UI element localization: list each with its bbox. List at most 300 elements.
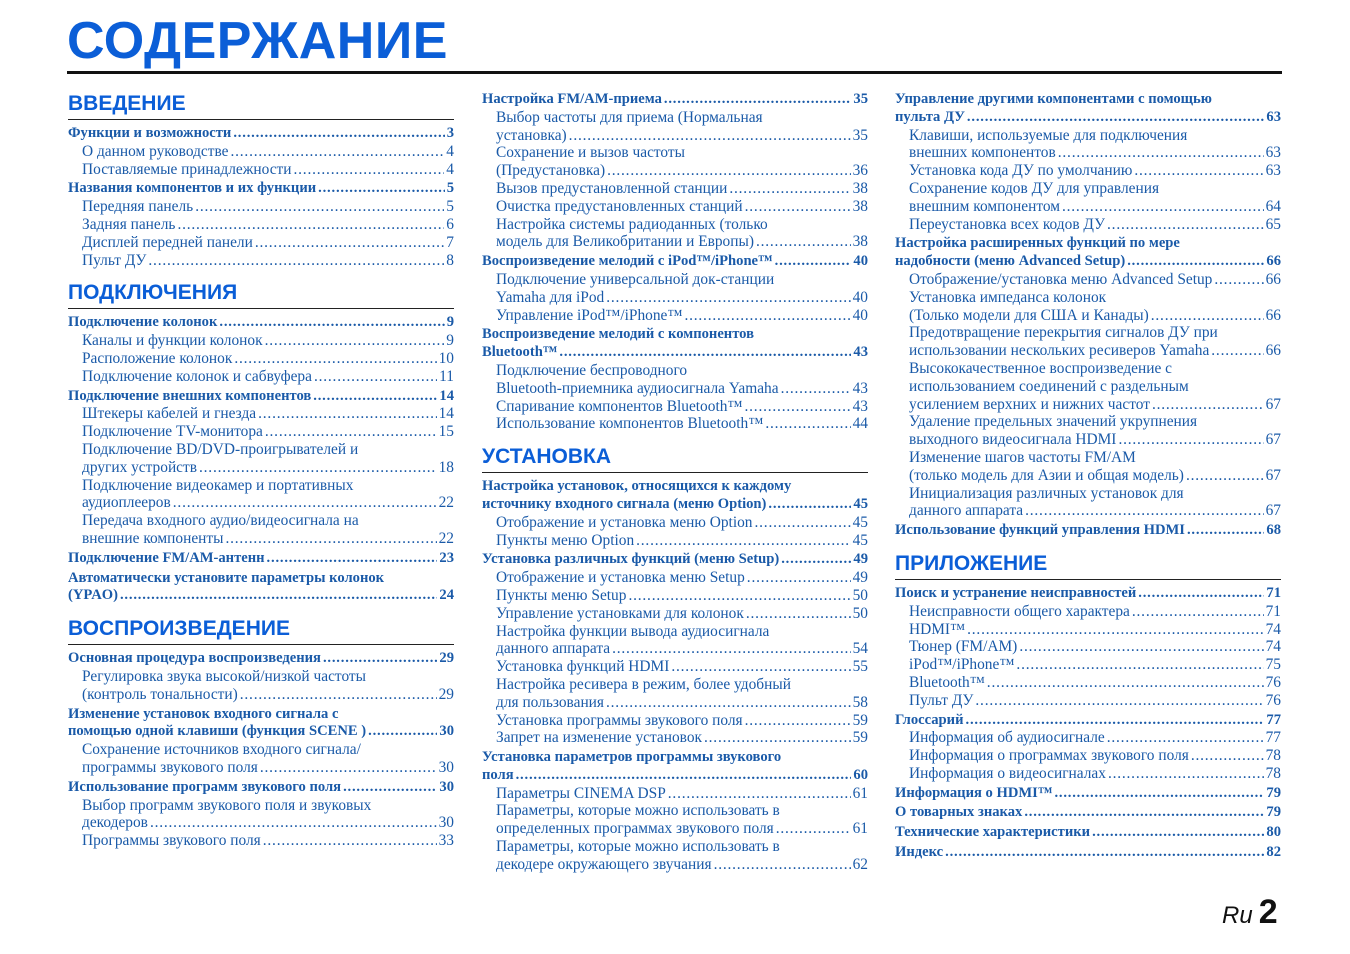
toc-page-number: 24 [439, 587, 454, 604]
toc-entry-text: Параметры CINEMA DSP [496, 784, 666, 802]
toc-entry-text: Подключение колонок [68, 314, 218, 331]
toc-entry-sub[interactable] [482, 712, 868, 730]
toc-entry-text: Поиск и устранение неисправностей [895, 584, 1137, 601]
toc-page-number: 80 [1266, 824, 1281, 841]
toc-page-number: 5 [446, 198, 454, 216]
dot-leader [975, 692, 1263, 710]
dot-leader [313, 388, 437, 406]
dot-leader [267, 550, 438, 568]
toc-entry-text: Подключение BD/DVD-проигрывателей и [82, 440, 359, 458]
toc-page-number: 63 [1265, 144, 1281, 162]
toc-entry-text: Выбор частоты для приема (Нормальная [496, 108, 763, 126]
dot-leader [318, 180, 445, 198]
toc-page-number: 30 [439, 723, 454, 740]
toc-entry-main[interactable] [895, 91, 1281, 127]
toc-entry-text: Управление установками для колонок [496, 604, 744, 622]
toc-page-number: 61 [852, 820, 868, 838]
toc-entry-text: (только модель для Азии и общая модель) [909, 466, 1184, 484]
page-title: СОДЕРЖАНИЕ [67, 12, 448, 70]
toc-entry-sub[interactable] [482, 785, 868, 803]
toc-entry-text: использовании нескольких ресиверов Yamaha [909, 342, 1210, 360]
dot-leader [664, 91, 852, 109]
dot-leader [781, 380, 851, 398]
toc-entry-text: Настройка функции вывода аудиосигнала [496, 622, 770, 640]
toc-entry-text: Изменение установок входного сигнала с [68, 705, 339, 722]
toc-entry-sub[interactable] [895, 485, 1281, 521]
toc-entry-main[interactable] [482, 326, 868, 362]
dot-leader [745, 398, 851, 416]
toc-entry-sub[interactable] [68, 234, 454, 252]
toc-page-number: 14 [438, 405, 454, 423]
toc-page-number: 67 [1265, 502, 1281, 520]
toc-entry-text: Спаривание компонентов Bluetooth™ [496, 397, 743, 415]
toc-entry-text: Информация о HDMI™ [895, 784, 1053, 801]
section-heading: УСТАНОВКА [482, 443, 868, 473]
toc-entry-main[interactable] [895, 804, 1281, 822]
toc-entry-main[interactable] [895, 785, 1281, 803]
toc-entry-sub[interactable] [895, 765, 1281, 783]
dot-leader [668, 785, 851, 803]
toc-entry-text: Информация о видеосигналах [909, 764, 1106, 782]
dot-leader [1107, 216, 1264, 234]
toc-entry-text: Параметры, которые можно использовать в [496, 838, 780, 856]
toc-entry-sub[interactable] [68, 832, 454, 850]
toc-entry-sub[interactable] [895, 360, 1281, 413]
toc-entry-text: для пользования [496, 693, 604, 711]
toc-page-number: 23 [439, 549, 454, 566]
toc-entry-sub[interactable] [482, 676, 868, 712]
section-heading: ПОДКЛЮЧЕНИЯ [68, 279, 454, 309]
toc-page-number: 30 [438, 814, 454, 832]
toc-entry-text: Воспроизведение мелодий с компонентов [482, 326, 754, 343]
toc-entry-sub[interactable] [895, 127, 1281, 163]
toc-entry-sub[interactable] [68, 477, 454, 513]
toc-entry-text: Настройка системы радиоданных (только [496, 215, 768, 233]
toc-page-number: 67 [1265, 466, 1281, 484]
toc-page-number: 9 [446, 332, 454, 350]
toc-entry-sub[interactable] [482, 144, 868, 180]
dot-leader [768, 496, 851, 514]
toc-page-number: 44 [852, 415, 868, 433]
dot-leader [173, 494, 437, 512]
toc-entry-sub[interactable] [482, 415, 868, 433]
toc-entry-text: программы звукового поля [82, 758, 258, 776]
toc-page-number: 5 [446, 180, 454, 197]
toc-entry-main[interactable] [68, 125, 454, 143]
toc-entry-text: Неисправности общего характера [909, 602, 1130, 620]
dot-leader [1127, 253, 1264, 271]
dot-leader [612, 640, 851, 658]
toc-entry-text: Клавиши, используемые для подключения [909, 126, 1188, 144]
toc-entry-sub[interactable] [68, 350, 454, 368]
dot-leader [368, 723, 437, 741]
dot-leader [1092, 824, 1264, 842]
toc-entry-sub[interactable] [68, 668, 454, 704]
page-number: 2 [1258, 893, 1278, 931]
toc-entry-sub[interactable] [482, 398, 868, 416]
toc-entry-text: Автоматически установите параметры колонок [68, 569, 385, 586]
toc-entry-sub[interactable] [68, 405, 454, 423]
dot-leader [967, 621, 1263, 639]
toc-entry-sub[interactable] [895, 180, 1281, 216]
toc-entry-text: Подключение TV-монитора [82, 423, 263, 441]
toc-entry-text: Пульт ДУ [82, 251, 147, 269]
dot-leader [265, 423, 437, 441]
toc-entry-sub[interactable] [482, 180, 868, 198]
dot-leader [1024, 804, 1264, 822]
dot-leader [559, 344, 851, 362]
toc-page-number: 45 [853, 495, 868, 512]
toc-entry-text: пульта ДУ [895, 108, 965, 125]
dot-leader [765, 415, 850, 433]
toc-page-number: 82 [1266, 844, 1281, 861]
toc-entry-text: данного аппарата [909, 502, 1024, 520]
toc-entry-text: использованием соединений с раздельным [909, 377, 1189, 395]
toc-entry-text: установка) [496, 126, 567, 144]
toc-entry-text: Настройка установок, относящихся к каждому [482, 478, 792, 495]
toc-entry-text: определенных программах звукового поля [496, 820, 774, 838]
toc-entry-text: Индекс [895, 844, 944, 861]
toc-entry-main[interactable] [895, 235, 1281, 271]
toc-entry-sub[interactable] [895, 621, 1281, 639]
toc-page-number: 77 [1266, 711, 1281, 728]
toc-entry-text: Основная процедура воспроизведения [68, 650, 321, 667]
toc-entry-sub[interactable] [68, 252, 454, 270]
dot-leader [781, 551, 851, 569]
dot-leader [671, 658, 850, 676]
toc-page-number: 30 [438, 758, 454, 776]
toc-entry-text: Удаление предельных значений укрупнения [909, 413, 1198, 431]
toc-page-number: 30 [439, 778, 454, 795]
toc-entry-text: Использование компонентов Bluetooth™ [496, 415, 764, 433]
toc-entry-sub[interactable] [895, 449, 1281, 485]
dot-leader [1138, 585, 1264, 603]
toc-page-number: 4 [446, 142, 454, 160]
toc-entry-sub[interactable] [68, 512, 454, 548]
toc-entry-main[interactable] [68, 706, 454, 742]
toc-page-number: 22 [438, 529, 454, 547]
toc-page-number: 40 [852, 288, 868, 306]
toc-entry-text: Высококачественное воспроизведение с [909, 359, 1173, 377]
toc-entry-text: Настройка ресивера в режим, более удобный [496, 675, 791, 693]
toc-entry-sub[interactable] [895, 162, 1281, 180]
toc-entry-sub[interactable] [895, 413, 1281, 449]
toc-entry-main[interactable] [895, 712, 1281, 730]
toc-entry-text: Тюнер (FM/AM) [909, 638, 1018, 656]
toc-page-number: 63 [1265, 162, 1281, 180]
toc-entry-text: (Предустановка) [496, 162, 606, 180]
toc-page-number: 74 [1265, 638, 1281, 656]
section-heading: ВВЕДЕНИЕ [68, 90, 454, 120]
toc-page-number: 66 [1265, 306, 1281, 324]
dot-leader [1016, 656, 1263, 674]
toc-entry-sub[interactable] [482, 514, 868, 532]
toc-entry-text: декодере окружающего звучания [496, 855, 712, 873]
toc-entry-main[interactable] [895, 522, 1281, 540]
toc-entry-text: Подключение беспроводного [496, 361, 688, 379]
toc-entry-text: внешние компоненты [82, 529, 224, 547]
toc-entry-text: Выбор программ звукового поля и звуковых [82, 796, 372, 814]
toc-entry-sub[interactable] [895, 729, 1281, 747]
toc-entry-sub[interactable] [68, 332, 454, 350]
toc-page-number: 49 [853, 551, 868, 568]
toc-entry-text: Воспроизведение мелодий с iPod™/iPhone™ [482, 253, 773, 270]
toc-entry-main[interactable] [895, 824, 1281, 842]
toc-page-number: 54 [852, 640, 868, 658]
dot-leader [1118, 431, 1263, 449]
toc-entry-main[interactable] [895, 844, 1281, 862]
toc-entry-main[interactable] [68, 570, 454, 606]
toc-entry-main[interactable] [482, 551, 868, 569]
toc-page-number: 38 [852, 197, 868, 215]
toc-entry-sub[interactable] [895, 289, 1281, 325]
dot-leader [1019, 638, 1263, 656]
toc-entry-text: Вызов предустановленной станции [496, 179, 728, 197]
toc-entry-main[interactable] [68, 650, 454, 668]
toc-entry-sub[interactable] [68, 161, 454, 179]
toc-entry-text: аудиоплееров [82, 494, 171, 512]
toc-entry-text: Использование программ звукового поля [68, 778, 342, 795]
toc-entry-sub[interactable] [482, 623, 868, 659]
toc-page-number: 59 [852, 729, 868, 747]
toc-entry-main[interactable] [68, 314, 454, 332]
toc-entry-text: модель для Великобритании и Европы) [496, 233, 754, 251]
toc-page-number: 50 [852, 586, 868, 604]
language-code: Ru [1222, 902, 1253, 929]
toc-entry-sub[interactable] [68, 143, 454, 161]
toc-column-1 [68, 90, 454, 850]
toc-page-number: 60 [853, 766, 868, 783]
toc-entry-text: Очистка предустановленных станций [496, 197, 743, 215]
dot-leader [987, 674, 1264, 692]
toc-page-number: 40 [852, 306, 868, 324]
toc-entry-sub[interactable] [895, 692, 1281, 710]
dot-leader [1062, 198, 1264, 216]
toc-entry-main[interactable] [482, 478, 868, 514]
toc-entry-text: Передача входного аудио/видеосигнала на [82, 512, 359, 530]
toc-entry-sub[interactable] [895, 603, 1281, 621]
toc-entry-text: Запрет на изменение установок [496, 729, 703, 747]
toc-page-number: 38 [852, 233, 868, 251]
dot-leader [684, 307, 850, 325]
toc-entry-text: Подключение колонок и сабвуфера [82, 367, 312, 385]
dot-leader [234, 350, 436, 368]
toc-page-number: 78 [1265, 764, 1281, 782]
toc-page-number: 43 [852, 379, 868, 397]
dot-leader [343, 779, 437, 797]
toc-entry-sub[interactable] [482, 532, 868, 550]
toc-entry-sub[interactable] [895, 216, 1281, 234]
toc-entry-main[interactable] [68, 388, 454, 406]
toc-entry-text: (Только модели для США и Канады) [909, 306, 1149, 324]
toc-entry-sub[interactable] [895, 747, 1281, 765]
toc-entry-text: Управление iPod™/iPhone™ [496, 306, 683, 324]
toc-page-number: 11 [439, 367, 454, 385]
dot-leader [258, 405, 436, 423]
toc-entry-sub[interactable] [482, 802, 868, 838]
toc-entry-sub[interactable] [895, 656, 1281, 674]
dot-leader [1108, 765, 1264, 783]
toc-entry-text: Расположение колонок [82, 349, 233, 367]
dot-leader [607, 162, 851, 180]
toc-entry-sub[interactable] [482, 216, 868, 252]
toc-entry-text: Каналы и функции колонок [82, 332, 263, 350]
toc-entry-text: Сохранение кодов ДУ для управления [909, 179, 1160, 197]
toc-page-number: 33 [438, 832, 454, 850]
toc-page-number: 66 [1265, 342, 1281, 360]
dot-leader [775, 253, 852, 271]
dot-leader [294, 161, 445, 179]
toc-entry-sub[interactable] [68, 216, 454, 234]
toc-entry-main[interactable] [482, 91, 868, 109]
toc-entry-text: Информация о программах звукового поля [909, 747, 1189, 765]
toc-entry-sub[interactable] [482, 605, 868, 623]
toc-page-number: 77 [1265, 729, 1281, 747]
toc-entry-main[interactable] [482, 749, 868, 785]
dot-leader [314, 368, 437, 386]
toc-page-number: 71 [1266, 584, 1281, 601]
toc-entry-sub[interactable] [482, 198, 868, 216]
dot-leader [233, 125, 444, 143]
toc-entry-text: помощью одной клавиши (функция SCENE ) [68, 723, 367, 740]
toc-entry-text: Поставляемые принадлежности [82, 160, 292, 178]
toc-entry-text: декодеров [82, 814, 148, 832]
dot-leader [120, 587, 437, 605]
dot-leader [195, 198, 444, 216]
dot-leader [628, 587, 850, 605]
toc-page-number: 66 [1266, 253, 1281, 270]
toc-entry-text: Установка различных функций (меню Setup) [482, 551, 780, 568]
toc-entry-sub[interactable] [482, 271, 868, 307]
toc-entry-sub[interactable] [482, 587, 868, 605]
toc-entry-text: надобности (меню Advanced Setup) [895, 253, 1126, 270]
toc-entry-sub[interactable] [895, 324, 1281, 360]
toc-page-number: 22 [438, 494, 454, 512]
toc-page-number: 43 [853, 344, 868, 361]
toc-entry-text: усилением верхних и нижних частот [909, 395, 1150, 413]
toc-entry-text: Пульт ДУ [909, 691, 974, 709]
toc-entry-sub[interactable] [482, 569, 868, 587]
toc-page-number: 4 [446, 160, 454, 178]
toc-entry-text: Настройка расширенных функций по мере [895, 235, 1180, 252]
toc-entry-text: Пункты меню Option [496, 531, 635, 549]
toc-page-number: 61 [852, 784, 868, 802]
toc-entry-sub[interactable] [68, 368, 454, 386]
dot-leader [745, 712, 851, 730]
toc-entry-text: Инициализация различных установок для [909, 484, 1184, 502]
toc-page-number: 79 [1266, 804, 1281, 821]
toc-page-number: 71 [1265, 602, 1281, 620]
toc-entry-text: Параметры, которые можно использовать в [496, 802, 780, 820]
page-footer [1222, 893, 1278, 932]
toc-entry-sub[interactable] [895, 271, 1281, 289]
dot-leader [1211, 342, 1263, 360]
toc-entry-sub[interactable] [68, 423, 454, 441]
toc-page-number: 68 [1266, 522, 1281, 539]
toc-entry-main[interactable] [68, 180, 454, 198]
toc-entry-text: Bluetooth™ [909, 673, 985, 691]
section-heading: ПРИЛОЖЕНИЕ [895, 550, 1281, 580]
dot-leader [1152, 396, 1264, 414]
toc-page-number: 9 [446, 314, 454, 331]
toc-entry-text: Регулировка звука высокой/низкой частоты [82, 667, 367, 685]
toc-page-number: 59 [852, 711, 868, 729]
toc-page-number: 8 [446, 251, 454, 269]
toc-entry-sub[interactable] [895, 638, 1281, 656]
toc-entry-sub[interactable] [895, 674, 1281, 692]
toc-page-number: 36 [852, 162, 868, 180]
toc-entry-text: данного аппарата [496, 640, 611, 658]
toc-entry-main[interactable] [482, 253, 868, 271]
toc-page-number: 15 [438, 423, 454, 441]
toc-entry-text: Изменение шагов частоты FM/AM [909, 448, 1136, 466]
dot-leader [240, 686, 437, 704]
toc-entry-text: источнику входного сигнала (меню Option) [482, 495, 767, 512]
toc-page-number: 45 [852, 513, 868, 531]
toc-page-number: 3 [446, 125, 454, 141]
toc-entry-text: Установка импеданса колонок [909, 288, 1107, 306]
dot-leader [230, 143, 444, 161]
toc-entry-sub[interactable] [482, 109, 868, 145]
dot-leader [704, 729, 851, 747]
toc-page-number: 66 [1265, 270, 1281, 288]
title-rule [67, 71, 1282, 74]
toc-entry-text: Установка функций HDMI [496, 658, 670, 676]
toc-entry-sub[interactable] [482, 307, 868, 325]
toc-page-number: 67 [1265, 431, 1281, 449]
dot-leader [967, 109, 1264, 127]
toc-entry-main[interactable] [68, 779, 454, 797]
toc-entry-text: Установка программы звукового поля [496, 711, 743, 729]
toc-page-number: 64 [1265, 197, 1281, 215]
toc-page-number: 29 [438, 685, 454, 703]
toc-column-3 [895, 91, 1281, 862]
dot-leader [323, 650, 437, 668]
toc-entry-text: Пункты меню Setup [496, 586, 627, 604]
toc-entry-text: других устройств [82, 458, 198, 476]
toc-entry-sub[interactable] [68, 797, 454, 833]
toc-entry-sub[interactable] [482, 362, 868, 398]
toc-entry-text: Предотвращение перекрытия сигналов ДУ при [909, 324, 1218, 342]
toc-entry-sub[interactable] [68, 441, 454, 477]
toc-entry-sub[interactable] [482, 838, 868, 874]
toc-entry-text: Глоссарий [895, 711, 964, 728]
toc-entry-text: Сохранение и вызов частоты [496, 144, 685, 162]
toc-entry-text: (контроль тональности) [82, 685, 238, 703]
toc-entry-sub[interactable] [68, 198, 454, 216]
toc-page-number: 43 [852, 397, 868, 415]
toc-entry-main[interactable] [895, 585, 1281, 603]
toc-page-number: 62 [852, 855, 868, 873]
dot-leader [177, 216, 444, 234]
dot-leader [745, 198, 851, 216]
toc-page-number: 65 [1265, 215, 1281, 233]
dot-leader [255, 234, 444, 252]
toc-entry-text: Названия компонентов и их функции [68, 180, 317, 197]
toc-entry-sub[interactable] [68, 741, 454, 777]
toc-entry-sub[interactable] [482, 729, 868, 747]
toc-entry-text: О товарных знаках [895, 804, 1023, 821]
section-heading: ВОСПРОИЗВЕДЕНИЕ [68, 615, 454, 645]
toc-entry-text: выходного видеосигнала HDMI [909, 431, 1117, 449]
toc-entry-main[interactable] [68, 550, 454, 568]
toc-entry-sub[interactable] [482, 658, 868, 676]
toc-entry-text: Bluetooth™ [482, 344, 558, 361]
toc-entry-text: О данном руководстве [82, 142, 229, 160]
dot-leader [1107, 729, 1264, 747]
dot-leader [746, 605, 851, 623]
toc-entry-text: Отображение и установка меню Setup [496, 569, 745, 587]
